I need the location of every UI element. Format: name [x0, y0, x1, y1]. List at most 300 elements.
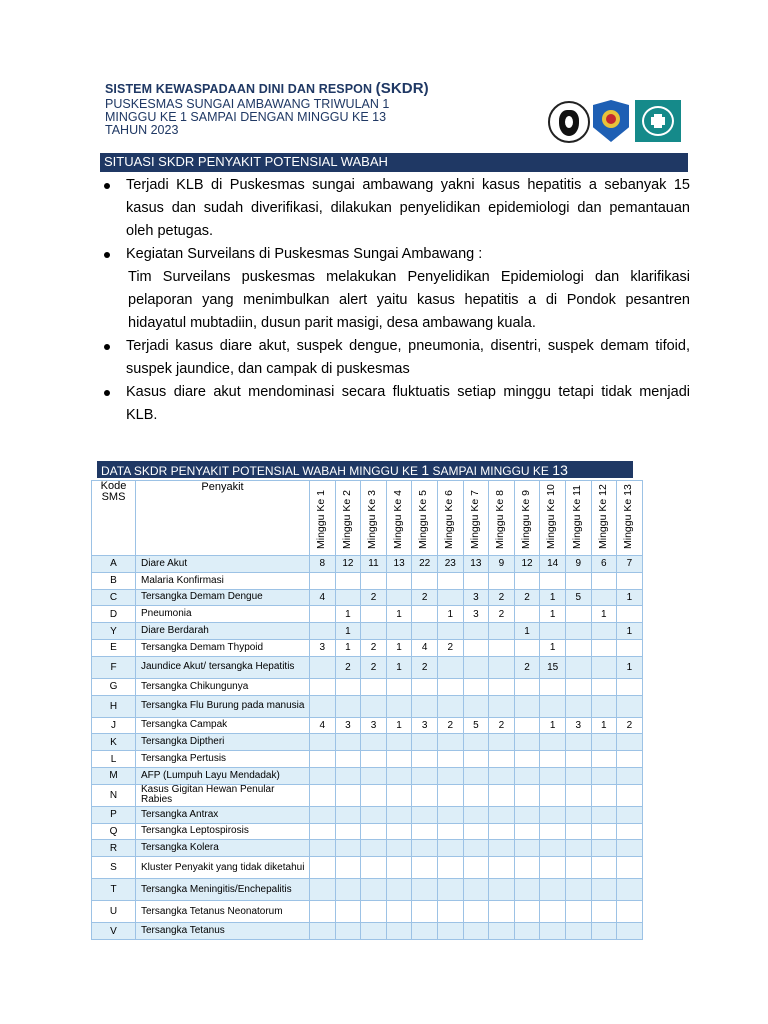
column-header-week: [540, 481, 566, 556]
week-label: Minggu Ke 10: [545, 484, 558, 549]
skdr-data-table: [91, 480, 643, 940]
row-week-value: [565, 923, 591, 940]
row-week-value: 3: [310, 639, 336, 656]
row-disease-name: Tersangka Demam Thypoid: [136, 639, 310, 656]
row-week-value: 1: [386, 639, 412, 656]
row-week-value: [463, 751, 489, 768]
row-week-value: [591, 806, 617, 823]
row-week-value: [310, 695, 336, 717]
column-header-week: [463, 481, 489, 556]
row-week-value: [361, 840, 387, 857]
row-code: B: [92, 572, 136, 589]
row-disease-name: Kluster Penyakit yang tidak diketahui: [136, 857, 310, 879]
row-week-value: [514, 606, 540, 623]
row-disease-name: Tersangka Tetanus Neonatorum: [136, 901, 310, 923]
table-row: [92, 717, 643, 734]
row-week-value: [540, 695, 566, 717]
row-week-value: [565, 606, 591, 623]
row-week-value: [489, 695, 515, 717]
row-week-value: [386, 840, 412, 857]
row-week-value: [310, 806, 336, 823]
bullet-item: Terjadi KLB di Puskesmas sungai ambawang yakni kasus hepatitis a sebanyak 15 kasus dan sudah diverifikasi, dilakukan penyelidikan epidemiologi dan pemantauan oleh petugas.: [100, 174, 690, 243]
column-header-week: [617, 481, 643, 556]
row-week-value: [489, 656, 515, 678]
row-week-value: [617, 695, 643, 717]
row-week-value: 15: [540, 656, 566, 678]
row-week-value: [565, 857, 591, 879]
week-label: Minggu Ke 5: [417, 490, 430, 549]
row-week-value: [463, 840, 489, 857]
row-week-value: 3: [565, 717, 591, 734]
row-week-value: 9: [565, 556, 591, 573]
row-week-value: [591, 656, 617, 678]
row-code: Y: [92, 623, 136, 640]
week-label: Minggu Ke 2: [340, 490, 353, 549]
row-week-value: [540, 857, 566, 879]
row-week-value: [514, 678, 540, 695]
row-week-value: [412, 606, 438, 623]
row-code: C: [92, 589, 136, 606]
row-week-value: 2: [412, 589, 438, 606]
column-header-week: [437, 481, 463, 556]
row-week-value: 3: [463, 589, 489, 606]
row-week-value: [437, 840, 463, 857]
row-disease-name: Tersangka Leptospirosis: [136, 823, 310, 840]
row-week-value: [617, 678, 643, 695]
table-row: [92, 879, 643, 901]
row-disease-name: Malaria Konfirmasi: [136, 572, 310, 589]
row-week-value: [386, 823, 412, 840]
row-week-value: [412, 623, 438, 640]
row-week-value: [514, 717, 540, 734]
row-week-value: [514, 823, 540, 840]
row-week-value: [437, 857, 463, 879]
row-week-value: [437, 823, 463, 840]
row-week-value: 11: [361, 556, 387, 573]
row-week-value: [591, 857, 617, 879]
week-label: Minggu Ke 9: [519, 490, 532, 549]
row-week-value: [310, 840, 336, 857]
row-week-value: [361, 901, 387, 923]
header-line-2: MINGGU KE 1 SAMPAI DENGAN MINGGU KE 13: [105, 110, 387, 124]
row-week-value: [489, 784, 515, 806]
document-title: SISTEM KEWASPADAAN DINI DAN RESPON (SKDR): [105, 80, 429, 97]
row-week-value: [463, 823, 489, 840]
row-week-value: [361, 857, 387, 879]
banner-underline: [100, 171, 688, 172]
row-week-value: 2: [514, 656, 540, 678]
row-week-value: 1: [514, 623, 540, 640]
row-week-value: [361, 606, 387, 623]
row-week-value: 2: [489, 589, 515, 606]
row-week-value: [310, 623, 336, 640]
row-week-value: [591, 901, 617, 923]
row-week-value: 3: [361, 717, 387, 734]
row-week-value: [540, 840, 566, 857]
row-week-value: [437, 751, 463, 768]
week-label: Minggu Ke 7: [468, 490, 481, 549]
row-week-value: 7: [617, 556, 643, 573]
row-week-value: 2: [335, 656, 361, 678]
row-week-value: 2: [437, 639, 463, 656]
row-week-value: [514, 751, 540, 768]
row-week-value: [310, 572, 336, 589]
row-week-value: [386, 901, 412, 923]
row-week-value: [463, 784, 489, 806]
row-disease-name: Diare Akut: [136, 556, 310, 573]
row-week-value: 3: [335, 717, 361, 734]
bullet-icon: [104, 344, 110, 350]
row-week-value: [591, 623, 617, 640]
row-week-value: [514, 734, 540, 751]
row-week-value: [335, 840, 361, 857]
column-header-week: [335, 481, 361, 556]
row-week-value: [310, 606, 336, 623]
row-week-value: [540, 623, 566, 640]
row-code: N: [92, 784, 136, 806]
row-week-value: [489, 734, 515, 751]
row-week-value: 1: [617, 589, 643, 606]
row-week-value: [361, 751, 387, 768]
row-week-value: [591, 784, 617, 806]
row-week-value: [412, 823, 438, 840]
row-code: D: [92, 606, 136, 623]
row-week-value: [310, 678, 336, 695]
row-code: J: [92, 717, 136, 734]
row-week-value: [540, 784, 566, 806]
row-week-value: 5: [565, 589, 591, 606]
row-disease-name: Tersangka Antrax: [136, 806, 310, 823]
row-week-value: [565, 639, 591, 656]
row-week-value: [412, 840, 438, 857]
row-week-value: [335, 678, 361, 695]
section-banner: SITUASI SKDR PENYAKIT POTENSIAL WABAH: [100, 153, 688, 171]
row-week-value: [565, 751, 591, 768]
row-code: Q: [92, 823, 136, 840]
column-header-week: [565, 481, 591, 556]
row-week-value: [335, 823, 361, 840]
row-week-value: 2: [617, 717, 643, 734]
row-week-value: [310, 734, 336, 751]
row-week-value: [565, 678, 591, 695]
row-week-value: [565, 767, 591, 784]
regency-shield-logo-icon: [593, 100, 629, 142]
table-row: [92, 767, 643, 784]
table-row: [92, 823, 643, 840]
row-week-value: [412, 734, 438, 751]
week-label: Minggu Ke 4: [391, 490, 404, 549]
row-week-value: [437, 734, 463, 751]
row-week-value: [617, 606, 643, 623]
row-week-value: [437, 767, 463, 784]
row-week-value: [310, 923, 336, 940]
row-week-value: [617, 840, 643, 857]
row-week-value: [463, 734, 489, 751]
row-week-value: [310, 751, 336, 768]
row-week-value: [489, 901, 515, 923]
row-week-value: [412, 901, 438, 923]
row-week-value: [412, 695, 438, 717]
row-week-value: [386, 623, 412, 640]
row-week-value: 1: [335, 623, 361, 640]
row-week-value: [591, 751, 617, 768]
row-week-value: [617, 734, 643, 751]
row-week-value: 1: [540, 606, 566, 623]
row-week-value: [310, 656, 336, 678]
row-week-value: [489, 751, 515, 768]
row-week-value: [463, 767, 489, 784]
row-week-value: [514, 923, 540, 940]
row-week-value: [437, 623, 463, 640]
row-week-value: [463, 923, 489, 940]
row-week-value: [540, 678, 566, 695]
row-week-value: [310, 857, 336, 879]
row-week-value: [463, 695, 489, 717]
row-week-value: [361, 879, 387, 901]
column-header-week: [514, 481, 540, 556]
week-label: Minggu Ke 13: [622, 484, 635, 549]
row-week-value: [540, 901, 566, 923]
row-week-value: 4: [310, 717, 336, 734]
row-week-value: [335, 695, 361, 717]
row-week-value: [514, 857, 540, 879]
row-week-value: [489, 767, 515, 784]
row-week-value: [617, 751, 643, 768]
row-week-value: 1: [540, 717, 566, 734]
row-week-value: [540, 767, 566, 784]
row-week-value: [489, 879, 515, 901]
row-week-value: [591, 734, 617, 751]
row-week-value: [361, 572, 387, 589]
row-week-value: 9: [489, 556, 515, 573]
week-label: Minggu Ke 12: [596, 484, 609, 549]
row-week-value: [463, 656, 489, 678]
row-week-value: [437, 806, 463, 823]
row-week-value: 2: [361, 589, 387, 606]
row-week-value: [386, 923, 412, 940]
row-week-value: 1: [540, 639, 566, 656]
row-week-value: 8: [310, 556, 336, 573]
row-week-value: [489, 678, 515, 695]
bullet-icon: [104, 390, 110, 396]
row-week-value: [514, 879, 540, 901]
row-week-value: [489, 572, 515, 589]
row-week-value: [386, 751, 412, 768]
row-week-value: [591, 879, 617, 901]
row-week-value: [310, 784, 336, 806]
row-disease-name: AFP (Lumpuh Layu Mendadak): [136, 767, 310, 784]
row-week-value: [565, 879, 591, 901]
row-disease-name: Tersangka Kolera: [136, 840, 310, 857]
row-week-value: 2: [412, 656, 438, 678]
row-week-value: [591, 678, 617, 695]
row-week-value: 1: [386, 717, 412, 734]
row-week-value: [591, 572, 617, 589]
row-week-value: [335, 879, 361, 901]
table-header-row: [92, 481, 643, 556]
row-week-value: [335, 751, 361, 768]
health-center-logo-icon: [635, 100, 681, 142]
table-row: [92, 589, 643, 606]
row-week-value: [437, 923, 463, 940]
row-week-value: [617, 767, 643, 784]
row-week-value: [540, 734, 566, 751]
row-disease-name: Diare Berdarah: [136, 623, 310, 640]
row-week-value: [540, 879, 566, 901]
row-code: A: [92, 556, 136, 573]
row-week-value: [617, 857, 643, 879]
table-row: [92, 695, 643, 717]
column-header-week: [412, 481, 438, 556]
row-week-value: 1: [591, 717, 617, 734]
row-code: S: [92, 857, 136, 879]
week-label: Minggu Ke 1: [315, 490, 327, 549]
row-disease-name: Pneumonia: [136, 606, 310, 623]
row-week-value: [335, 784, 361, 806]
row-week-value: [617, 806, 643, 823]
table-row: [92, 901, 643, 923]
row-week-value: [412, 572, 438, 589]
table-banner: DATA SKDR PENYAKIT POTENSIAL WABAH MINGGU KE 1 SAMPAI MINGGU KE 13: [97, 461, 633, 478]
row-disease-name: Tersangka Pertusis: [136, 751, 310, 768]
row-week-value: [565, 695, 591, 717]
table-row: [92, 806, 643, 823]
row-week-value: [489, 823, 515, 840]
sub-paragraph: Tim Surveilans puskesmas melakukan Penyelidikan Epidemiologi dan klarifikasi pelaporan yang menimbulkan alert yaitu kasus hepatitis a di Pondok pesantren hidayatul mubtadiin, dusun parit masigi, desa ambawang kuala.: [128, 269, 690, 331]
row-week-value: 23: [437, 556, 463, 573]
row-week-value: [617, 901, 643, 923]
row-week-value: [591, 767, 617, 784]
row-week-value: [386, 879, 412, 901]
row-week-value: [335, 589, 361, 606]
row-disease-name: Kasus Gigitan Hewan Penular Rabies: [136, 784, 310, 806]
row-week-value: 13: [386, 556, 412, 573]
table-row: [92, 556, 643, 573]
row-week-value: [412, 879, 438, 901]
table-row: [92, 606, 643, 623]
row-disease-name: Tersangka Demam Dengue: [136, 589, 310, 606]
row-week-value: [565, 901, 591, 923]
row-week-value: [514, 806, 540, 823]
row-code: E: [92, 639, 136, 656]
row-week-value: [361, 623, 387, 640]
row-week-value: [514, 767, 540, 784]
row-week-value: [335, 734, 361, 751]
row-week-value: [514, 840, 540, 857]
table-row: [92, 639, 643, 656]
row-disease-name: Tersangka Chikungunya: [136, 678, 310, 695]
row-week-value: [540, 751, 566, 768]
row-week-value: [386, 767, 412, 784]
row-week-value: 12: [335, 556, 361, 573]
row-week-value: 1: [386, 656, 412, 678]
row-week-value: 1: [335, 639, 361, 656]
row-week-value: [361, 823, 387, 840]
row-week-value: 1: [540, 589, 566, 606]
row-week-value: 1: [591, 606, 617, 623]
row-week-value: [540, 806, 566, 823]
row-week-value: [540, 572, 566, 589]
row-week-value: [514, 639, 540, 656]
row-week-value: 12: [514, 556, 540, 573]
bullet-item: Kasus diare akut mendominasi secara fluktuatis setiap minggu tetapi tidak menjadi KLB.: [100, 381, 690, 427]
row-week-value: [489, 923, 515, 940]
row-week-value: 3: [412, 717, 438, 734]
row-week-value: [463, 572, 489, 589]
row-disease-name: Tersangka Flu Burung pada manusia: [136, 695, 310, 717]
row-week-value: [617, 879, 643, 901]
row-week-value: [463, 678, 489, 695]
row-week-value: [617, 784, 643, 806]
row-week-value: [412, 751, 438, 768]
row-week-value: [386, 589, 412, 606]
row-week-value: [591, 695, 617, 717]
row-week-value: [412, 784, 438, 806]
row-code: K: [92, 734, 136, 751]
row-week-value: [412, 857, 438, 879]
row-week-value: [617, 639, 643, 656]
column-header-code: Kode SMS: [92, 481, 136, 556]
table-row: [92, 751, 643, 768]
row-week-value: 2: [514, 589, 540, 606]
row-code: T: [92, 879, 136, 901]
row-week-value: 1: [386, 606, 412, 623]
row-week-value: 14: [540, 556, 566, 573]
table-row: [92, 840, 643, 857]
table-row: [92, 572, 643, 589]
row-week-value: [617, 923, 643, 940]
row-week-value: [361, 806, 387, 823]
row-week-value: [310, 767, 336, 784]
row-week-value: [463, 901, 489, 923]
row-week-value: [489, 639, 515, 656]
row-week-value: [386, 784, 412, 806]
row-week-value: 4: [412, 639, 438, 656]
table-row: [92, 623, 643, 640]
row-week-value: [437, 589, 463, 606]
row-week-value: [463, 879, 489, 901]
summary-content: [100, 174, 690, 427]
row-week-value: [463, 639, 489, 656]
row-code: M: [92, 767, 136, 784]
row-week-value: [412, 806, 438, 823]
row-week-value: [386, 806, 412, 823]
week-label: Minggu Ke 3: [366, 490, 379, 549]
bullet-icon: [104, 183, 110, 189]
row-week-value: 1: [335, 606, 361, 623]
row-code: F: [92, 656, 136, 678]
row-week-value: [514, 695, 540, 717]
row-week-value: [412, 923, 438, 940]
row-week-value: 13: [463, 556, 489, 573]
row-week-value: [514, 901, 540, 923]
row-week-value: [335, 767, 361, 784]
week-label: Minggu Ke 8: [494, 490, 507, 549]
row-week-value: 6: [591, 556, 617, 573]
row-week-value: [463, 806, 489, 823]
row-week-value: [361, 923, 387, 940]
row-week-value: [386, 695, 412, 717]
table-row: [92, 678, 643, 695]
row-week-value: [489, 623, 515, 640]
week-label: Minggu Ke 6: [442, 490, 455, 549]
row-week-value: 2: [489, 717, 515, 734]
row-code: U: [92, 901, 136, 923]
row-week-value: 3: [463, 606, 489, 623]
header-line-1: PUSKESMAS SUNGAI AMBAWANG TRIWULAN 1: [105, 97, 390, 111]
column-header-disease: Penyakit: [136, 481, 310, 556]
row-week-value: [591, 923, 617, 940]
